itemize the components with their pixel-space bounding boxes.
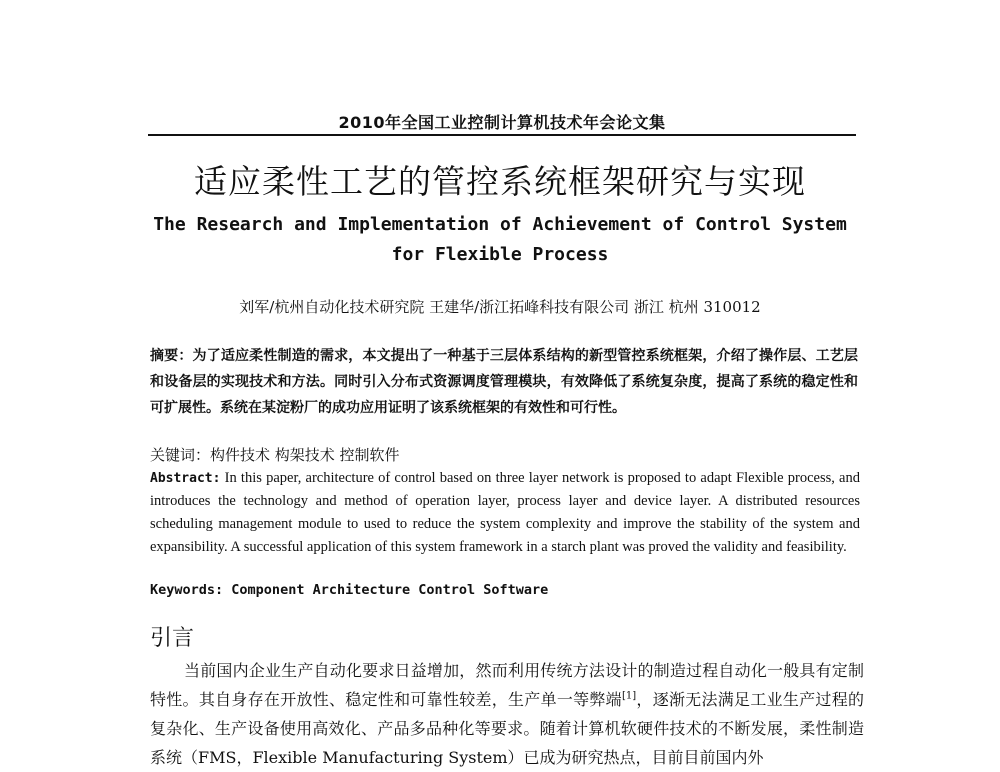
abstract-cn-label: 摘要： bbox=[150, 348, 193, 364]
intro-text-part2: ，逐渐无法满足工业生产过程的复杂化、生产设备使用高效化、产品多品种化等要求。随着计算机软硬件技术的不断发展，柔性制造系统（FMS，Flexible Manufacturing System）已成为研究热点，目前目前国内外 bbox=[150, 690, 864, 767]
intro-paragraph bbox=[150, 656, 864, 772]
keywords-en bbox=[150, 582, 858, 598]
abstract-cn-text: 为了适应柔性制造的需求，本文提出了一种基于三层体系结构的新型管控系统框架，介绍了操作层、工艺层和设备层的实现技术和方法。同时引入分布式资源调度管理模块，有效降低了系统复杂度，提高了系统的稳定性和可扩展性。系统在某淀粉厂的成功应用证明了该系统框架的有效性和可行性。 bbox=[150, 348, 859, 416]
citation-ref[interactable]: [1] bbox=[621, 690, 637, 702]
intro-text-part1: 当前国内企业生产自动化要求日益增加，然而利用传统方法设计的制造过程自动化一般具有定制特性。其自身存在开放性、稳定性和可靠性较差，生产单一等弊端 bbox=[150, 661, 864, 709]
paper-title-en: The Research and Implementation of Achievement of Control System for Flexible Process bbox=[153, 214, 847, 265]
header-rule bbox=[148, 134, 856, 136]
abstract-en-label: Abstract: bbox=[150, 471, 221, 486]
keywords-en-text: Component Architecture Control Software bbox=[231, 582, 549, 598]
abstract-en-text: In this paper, architecture of control based on three layer network is proposed to adapt Flexible process, and introduces the technology and method of operation layer, process layer and device layer. A distributed resources scheduling management module to used to reduce the system complexity and improve the stability of the system and expansibility. A successful application of this system framework in a starch plant was proved the validity and feasibility. bbox=[150, 470, 860, 555]
keywords-en-label: Keywords: bbox=[150, 582, 224, 598]
abstract-cn bbox=[150, 343, 858, 421]
proceedings-header: 2010年全国工业控制计算机技术年会论文集 bbox=[338, 113, 666, 132]
keywords-cn-text: 构件技术 构架技术 控制软件 bbox=[210, 446, 400, 464]
keywords-cn-label: 关键词： bbox=[150, 446, 211, 464]
abstract-en bbox=[150, 467, 860, 559]
paper-title-cn: 适应柔性工艺的管控系统框架研究与实现 bbox=[194, 162, 806, 201]
keywords-cn bbox=[150, 444, 858, 465]
author-affiliations: 刘军/杭州自动化技术研究院 王建华/浙江拓峰科技有限公司 浙江 杭州 310012 bbox=[239, 298, 761, 316]
section-heading-intro: 引言 bbox=[150, 626, 195, 651]
